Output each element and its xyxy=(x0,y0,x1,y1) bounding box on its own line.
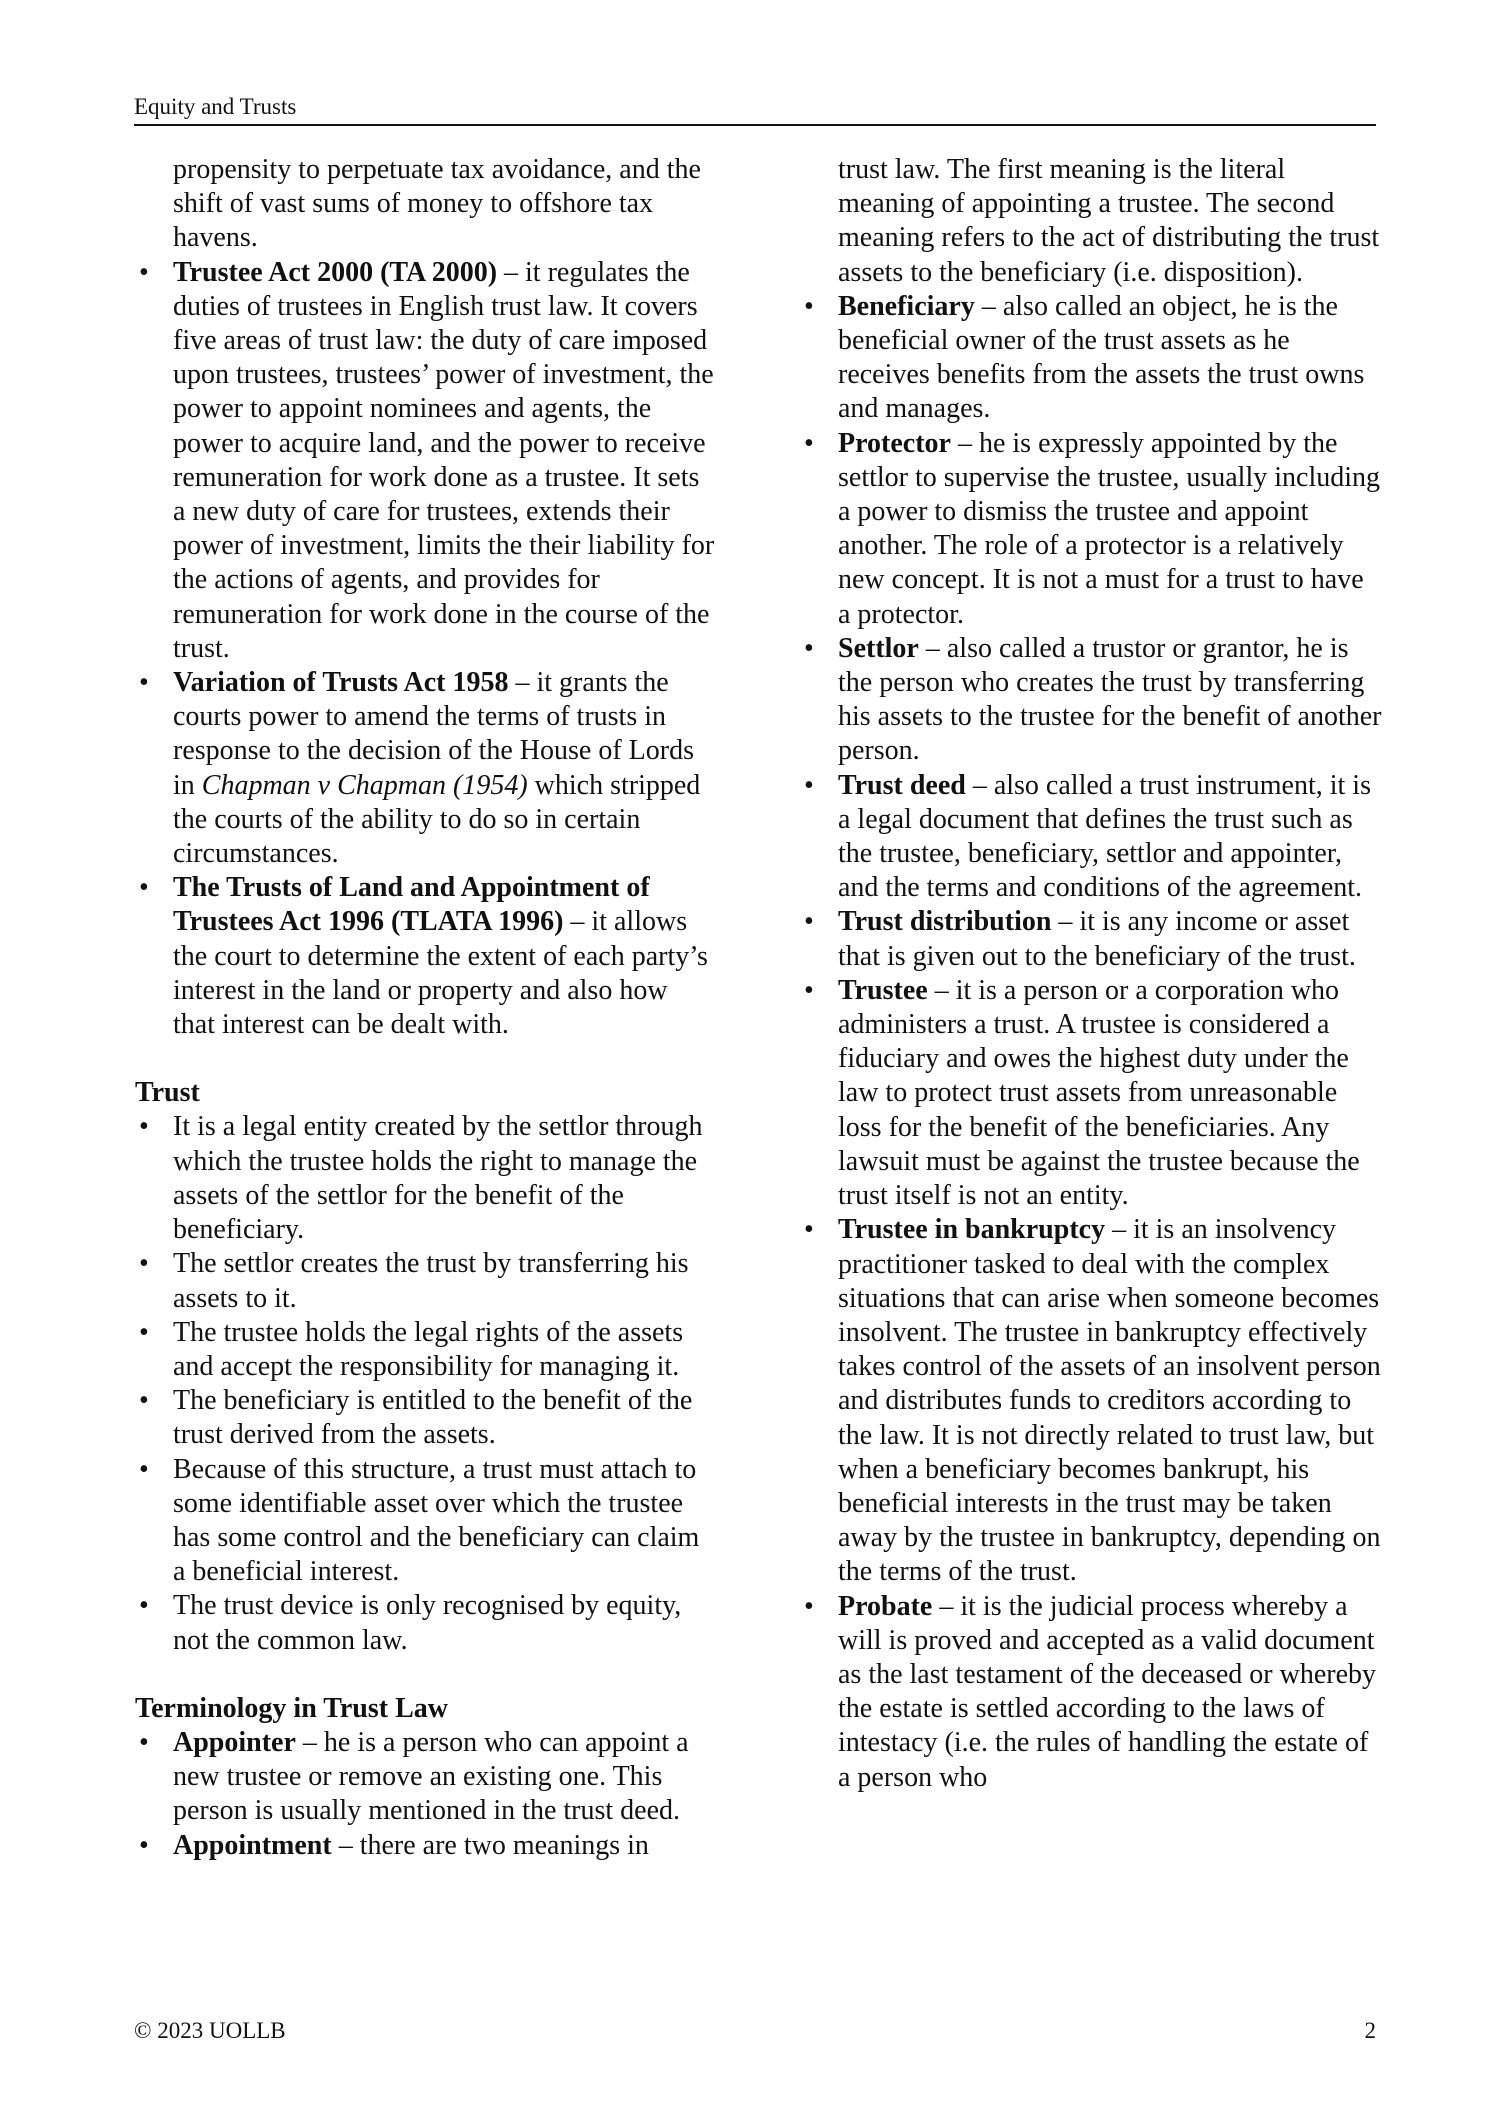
section-heading-terminology: Terminology in Trust Law xyxy=(135,1692,448,1724)
copyright-notice: © 2023 UOLLB xyxy=(134,2018,286,2043)
term-name: Probate xyxy=(838,1590,933,1622)
list-item xyxy=(800,290,1382,427)
left-column xyxy=(135,153,715,1863)
act-text: which stripped the courts of the ability to do so in certain circumstances. xyxy=(173,769,701,870)
term-name: Settlor xyxy=(838,632,919,664)
term-definition: – it is the judicial process whereby a will is proved and accepted as a valid document as the last testament of the deceased or whereby the estate is settled according to the laws of intestacy (i.e. the rules of handling the estate of a person who xyxy=(838,1590,1377,1793)
list-item: • The trust device is only recognised by equity, not the common law. xyxy=(135,1589,715,1657)
list-item xyxy=(135,256,715,666)
page-number: 2 xyxy=(1364,2018,1376,2043)
list-item: • The settlor creates the trust by transferring his assets to it. xyxy=(135,1247,715,1315)
term-name: Trustee in bankruptcy xyxy=(838,1214,1106,1246)
terminology-list xyxy=(135,1726,715,1863)
term-definition: – also called an object, he is the beneficial owner of the trust assets as he receives benefits from the assets the trust owns and manages. xyxy=(838,290,1365,425)
act-text: – it regulates the duties of trustees in English trust law. It covers five areas of trust law: the duty of care imposed upon trustees, trustees’ power of investment, the power to appoint nominees and agents, the power to acquire land, and the power to receive remuneration for work done as a trustee. It sets a new duty of care for trustees, extends their power of investment, limits the their liability for the actions of agents, and provides for remuneration for work done in the course of the trust. xyxy=(173,256,715,664)
term-name: Trust deed xyxy=(838,769,966,801)
term-name: Trust distribution xyxy=(838,906,1052,938)
term-definition: – he is expressly appointed by the settlor to supervise the trustee, usually including a power to dismiss the trustee and appoint another. The role of a protector is a relatively new concept. It is not a must for a trust to have a protector. xyxy=(838,427,1381,630)
list-item xyxy=(135,871,715,1042)
right-column xyxy=(800,153,1382,1795)
term-name: Protector xyxy=(838,427,951,459)
list-item xyxy=(800,1590,1382,1795)
acts-list xyxy=(135,256,715,1043)
section-heading-trust: Trust xyxy=(135,1077,200,1109)
act-term: Variation of Trusts Act 1958 xyxy=(173,667,509,699)
term-name: Trustee xyxy=(838,974,928,1006)
list-item xyxy=(135,1829,715,1863)
list-item xyxy=(800,427,1382,632)
running-header xyxy=(134,90,1376,126)
act-term: The Trusts of Land and Appointment of Trustees Act 1996 (TLATA 1996) xyxy=(173,872,650,938)
term-definition: – also called a trust instrument, it is a legal document that defines the trust such as the trustee, beneficiary, settlor and appointer, and the terms and conditions of the agreement. xyxy=(838,769,1371,904)
terminology-list-continued xyxy=(800,290,1382,1795)
term-name: Beneficiary xyxy=(838,290,975,322)
act-term: Trustee Act 2000 (TA 2000) xyxy=(173,256,498,288)
header-title: Equity and Trusts xyxy=(134,94,297,119)
list-item: • The trustee holds the legal rights of the assets and accept the responsibility for managing it. xyxy=(135,1316,715,1384)
list-item xyxy=(135,1726,715,1829)
case-citation: Chapman v Chapman (1954) xyxy=(201,769,528,801)
act-text: – it grants the courts power to amend the terms of trusts in response to the decision of the House of Lords in xyxy=(173,667,694,801)
term-name: Appointment xyxy=(173,1829,332,1861)
list-item xyxy=(135,666,715,871)
term-name: Appointer xyxy=(173,1726,296,1758)
list-item xyxy=(800,632,1382,769)
list-item: • It is a legal entity created by the settlor through which the trustee holds the right to manage the assets of the settlor for the benefit of the beneficiary. xyxy=(135,1110,715,1247)
left-continuation-text: propensity to perpetuate tax avoidance, and the shift of vast sums of money to offshore tax havens. xyxy=(173,154,701,254)
trust-list xyxy=(135,1110,715,1657)
list-item xyxy=(800,1213,1382,1589)
term-definition: – it is a person or a corporation who administers a trust. A trustee is considered a fiduciary and owes the highest duty under the law to protect trust assets from unreasonable loss for the benefit of the beneficiaries. Any lawsuit must be against the trustee because the trust itself is not an entity. xyxy=(838,974,1360,1212)
right-continuation-text: trust law. The first meaning is the literal meaning of appointing a trustee. The second meaning refers to the act of distributing the trust assets to the beneficiary (i.e. disposition). xyxy=(838,154,1380,288)
term-definition: – it is an insolvency practitioner tasked to deal with the complex situations that can arise when someone becomes insolvent. The trustee in bankruptcy effectively takes control of the assets of an insolvent person and distributes funds to creditors according to the law. It is not directly related to trust law, but when a beneficiary becomes bankrupt, his beneficial interests in the trust may be taken away by the trustee in bankruptcy, depending on the terms of the trust. xyxy=(838,1214,1381,1588)
term-definition: – there are two meanings in xyxy=(331,1829,649,1861)
list-item xyxy=(800,905,1382,973)
list-item: • The beneficiary is entitled to the benefit of the trust derived from the assets. xyxy=(135,1384,715,1452)
term-definition: – it is any income or asset that is given out to the beneficiary of the trust. xyxy=(838,906,1356,972)
list-item xyxy=(800,769,1382,906)
term-definition: – also called a trustor or grantor, he is the person who creates the trust by transferring his assets to the trustee for the benefit of another person. xyxy=(838,632,1382,767)
act-text: – it allows the court to determine the extent of each party’s interest in the land or property and also how that interest can be dealt with. xyxy=(173,906,708,1041)
list-item: • Because of this structure, a trust must attach to some identifiable asset over which the trustee has some control and the beneficiary can claim a beneficial interest. xyxy=(135,1453,715,1590)
page-footer xyxy=(134,2016,1376,2046)
list-item xyxy=(800,974,1382,1213)
term-definition: – he is a person who can appoint a new trustee or remove an existing one. This person is usually mentioned in the trust deed. xyxy=(173,1726,689,1827)
